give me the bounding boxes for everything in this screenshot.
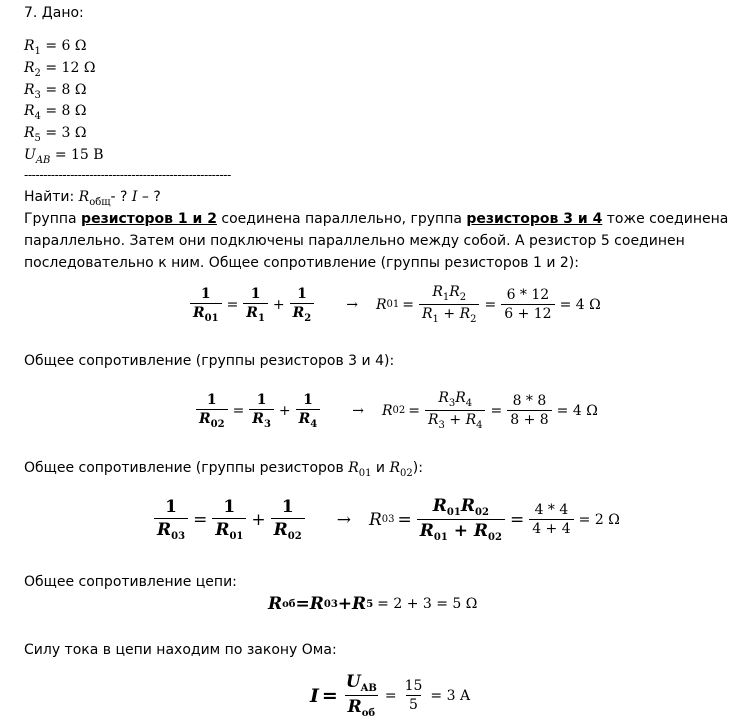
given-r2: $R_2 = 12$ Ω [24, 60, 96, 79]
given-r3: $R_3 = 8$ Ω [24, 82, 87, 101]
given-r5: $R_5 = 3$ Ω [24, 125, 87, 144]
heading-group-34: Общее сопротивление (группы резисторов 3 и 4): [24, 353, 395, 369]
given-title: 7. Дано: [24, 5, 84, 21]
arrow-icon: → [352, 402, 364, 419]
arrow-icon: → [336, 509, 351, 530]
heading-total: Общее сопротивление цепи: [24, 574, 237, 590]
equation-current: I = $\frac{U_{AB}}{R_{об}}$ = $\frac{15}{5}$ = 3 A [310, 672, 471, 719]
given-r4: $R_4 = 8$ Ω [24, 103, 87, 122]
equation-r02: $\frac{1}{R_{02}}$ = $\frac{1}{R_3}$ + $\frac{1}{R_4}$ → R 02 = $\frac{R_3R_4}{R_3 + R_4}$ = $\frac{8 * 8}{8 + 8}$ = 4 Ω [194, 390, 601, 431]
equation-rob: R об = R 03 + R 5 = 2 + 3 = 5 Ω [268, 594, 478, 614]
heading-ohm: Силу тока в цепи находим по закону Ома: [24, 642, 337, 658]
heading-group-0102: Общее сопротивление (группы резисторов $R_{01}$ и $R_{02}$): [24, 460, 423, 479]
given-uab: $U_{AB} = 15$ В [24, 147, 104, 166]
paragraph-line-1: Группа резисторов 1 и 2 соединена параллельно, группа резисторов 3 и 4 тоже соединена [24, 211, 729, 227]
equation-r03: $\frac{1}{R_{03}}$ = $\frac{1}{R_{01}}$ + $\frac{1}{R_{02}}$ → R 03 = $\frac{R_{01}R_{02}}{R_{01} + R_{02}}$ = $\frac{4 * 4}{4 + 4}$ = 2 Ω [152, 496, 623, 543]
separator: ------------------------------------------------------ [24, 168, 231, 182]
find-line: Найти: $R_{общ}-$ ? I – ? [24, 189, 161, 208]
paragraph-line-2: параллельно. Затем они подключены параллельно между собой. А резистор 5 соединен [24, 233, 685, 249]
arrow-icon: → [346, 296, 358, 313]
given-r1: $R_1 = 6$ Ω [24, 38, 87, 57]
equation-r01: $\frac{1}{R_{01}}$ = $\frac{1}{R_1}$ + $\frac{1}{R_2}$ → R 01 = $\frac{R_1R_2}{R_1 + R_2}$ = $\frac{6 * 12}{6 + 12}$ = 4 Ω [188, 284, 604, 325]
paragraph-line-3: последовательно к ним. Общее сопротивление (группы резисторов 1 и 2): [24, 255, 579, 271]
